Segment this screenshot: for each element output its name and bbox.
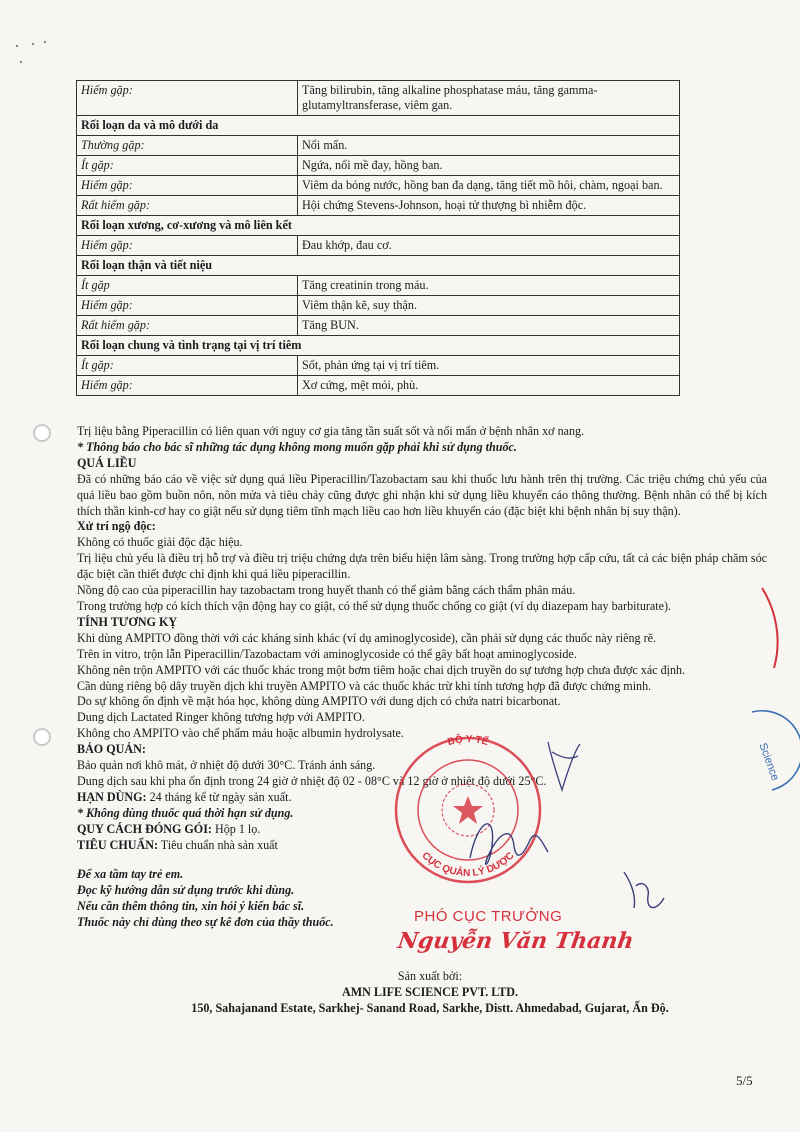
official-round-stamp <box>396 732 540 882</box>
section-title: Rối loạn chung và tình trạng tại vị trí tiêm <box>77 336 680 356</box>
treatment-line: Trong trường hợp có kích thích vận động hay co giật, có thể sử dụng thuốc chống co giật (ví dụ diazepam hay barbiturate). <box>77 598 672 613</box>
compat-line: Không nên trộn AMPITO với các thuốc khác trong một bơm tiêm hoặc chai dịch truyền do sự tương hợp chưa được xác định. <box>77 662 686 677</box>
stamp-top-text: BỘ Y TẾ <box>446 733 490 749</box>
frequency-cell: Rất hiếm gặp: <box>77 316 298 336</box>
advisory-line: Đọc kỹ hướng dẫn sử dụng trước khi dùng. <box>77 883 295 898</box>
frequency-cell: Hiếm gặp: <box>77 236 298 256</box>
advisory-line: Nếu cần thêm thông tin, xin hỏi ý kiến bác sĩ. <box>77 899 305 914</box>
compat-line: Do sự không ổn định về mặt hóa học, không dùng AMPITO với dung dịch có chứa natri bicarbonat. <box>77 694 561 709</box>
frequency-cell: Ít gặp: <box>77 356 298 376</box>
standard-text: Tiêu chuẩn nhà sản xuất <box>160 837 278 852</box>
compat-line: Cần dùng riêng bộ dây truyền dịch khi truyền AMPITO và các thuốc khác trừ khi tính tương hợp đã được chứng minh. <box>77 678 652 693</box>
section-title: Rối loạn xương, cơ-xương và mô liên kết <box>77 216 680 236</box>
handwritten-check-mark <box>548 742 580 790</box>
manufacturer-name: AMN LIFE SCIENCE PVT. LTD. <box>341 985 519 999</box>
shelf-heading: HẠN DÙNG: <box>77 789 147 804</box>
compat-line: Trên in vitro, trộn lẫn Piperacillin/Tazobactam với aminoglycoside có thể gây bất hoạt aminoglycoside. <box>77 646 577 661</box>
effect-cell: Xơ cứng, mệt mỏi, phù. <box>298 376 680 396</box>
effect-cell: Tăng bilirubin, tăng alkaline phosphatase máu, tăng gamma-glutamyltransferase, viêm gan. <box>298 81 680 116</box>
effect-cell: Ngứa, nổi mề đay, hồng ban. <box>298 156 680 176</box>
treatment-line: Trị liệu chủ yếu là điều trị hỗ trợ và điều trị triệu chứng dựa trên biểu hiện lâm sàng. Trong trường hợp cấp cứu, tất cả các biện pháp chăm sóc đặc biệt cần thiết được chỉ định khi quá liều piperacillin. <box>77 551 767 582</box>
overdose-text: Đã có những báo cáo về việc sử dụng quá liều Piperacillin/Tazobactam sau khi thuốc lưu hành trên thị trường. Các triệu chứng chủ yếu của quá liều bao gồm buồn nôn, nôn mửa và tiêu chảy cũng được ghi nhận khi sử dụng liều khuyến cáo thông thường. Bệnh nhân có thể bị kích thích thần kinh-cơ hay co giật nếu sử dụng tiêm tĩnh mạch liều cao hơn liều khuyến cáo (đặc biệt khi bệnh nhân bị suy thận). <box>77 471 767 518</box>
standard-heading: TIÊU CHUẨN: <box>77 837 158 852</box>
compat-line: Không cho AMPITO vào chế phẩm máu hoặc albumin hydrolysate. <box>77 726 404 741</box>
treatment-heading: Xử trí ngộ độc: <box>77 519 156 534</box>
storage-heading: BẢO QUẢN: <box>77 742 146 757</box>
effect-cell: Tăng creatinin trong máu. <box>298 276 680 296</box>
expiry-warning: * Không dùng thuốc quá thời hạn sử dụng. <box>77 805 294 820</box>
official-signature-name: Nguyễn Văn Thanh <box>396 928 636 954</box>
manufacturer-address: 150, Sahajanand Estate, Sarkhej- Sanand Road, Sarkhe, Distt. Ahmedabad, Gujarat, Ấn Độ. <box>191 1001 669 1015</box>
pack-text: Hộp 1 lọ. <box>214 821 261 836</box>
side-stamp-text: Science <box>756 741 782 783</box>
pack-heading: QUY CÁCH ĐÓNG GÓI: <box>77 821 212 836</box>
frequency-cell: Hiếm gặp: <box>77 376 298 396</box>
compat-line: Dung dịch Lactated Ringer không tương hợp với AMPITO. <box>77 710 365 725</box>
frequency-cell: Hiếm gặp: <box>77 81 298 116</box>
effect-cell: Viêm thận kẽ, suy thận. <box>298 296 680 316</box>
stamp-emblem-icon <box>442 784 494 836</box>
red-edge-mark <box>762 588 778 668</box>
storage-line: Dung dịch sau khi pha ổn định trong 24 giờ ở nhiệt độ 02 - 08°C và 12 giờ ở nhiệt độ dưới 25°C. <box>77 773 547 788</box>
effect-cell: Sốt, phản ứng tại vị trí tiêm. <box>298 356 680 376</box>
effect-cell: Đau khớp, đau cơ. <box>298 236 680 256</box>
advisory-line: Để xa tầm tay trẻ em. <box>77 867 184 882</box>
frequency-cell: Hiếm gặp: <box>77 296 298 316</box>
section-title: Rối loạn thận và tiết niệu <box>77 256 680 276</box>
report-note: * Thông báo cho bác sĩ những tác dụng không mong muốn gặp phải khi sử dụng thuốc. <box>77 439 517 454</box>
storage-line: Bảo quản nơi khô mát, ở nhiệt độ dưới 30°C. Tránh ánh sáng. <box>77 758 376 773</box>
frequency-cell: Rất hiếm gặp: <box>77 196 298 216</box>
compat-heading: TÍNH TƯƠNG KỴ <box>77 614 178 629</box>
handwritten-initials <box>624 872 664 908</box>
manufacturer-label: Sản xuất bởi: <box>397 969 463 983</box>
side-partial-stamp <box>752 711 800 790</box>
effect-cell: Tăng BUN. <box>298 316 680 336</box>
page-number: 5/5 <box>736 1073 753 1088</box>
effect-cell: Hội chứng Stevens-Johnson, hoại tử thượng bì nhiễm độc. <box>298 196 680 216</box>
shelf-text: 24 tháng kể từ ngày sản xuất. <box>149 789 292 804</box>
frequency-cell: Hiếm gặp: <box>77 176 298 196</box>
scan-specks <box>16 42 46 62</box>
frequency-cell: Ít gặp <box>77 276 298 296</box>
advisory-line: Thuốc này chỉ dùng theo sự kê đơn của thầy thuốc. <box>77 915 334 930</box>
treatment-line: Không có thuốc giải độc đặc hiệu. <box>77 535 243 550</box>
effect-cell: Nổi mẩn. <box>298 136 680 156</box>
frequency-cell: Thường gặp: <box>77 136 298 156</box>
overdose-heading: QUÁ LIỀU <box>77 455 137 470</box>
stamp-bottom-text: CỤC QUẢN LÝ DƯỢC <box>419 850 517 880</box>
effect-cell: Viêm da bóng nước, hồng ban đa dạng, tăng tiết mồ hôi, chàm, ngoại ban. <box>298 176 680 196</box>
frequency-cell: Ít gặp: <box>77 156 298 176</box>
official-title: PHÓ CỤC TRƯỞNG <box>414 908 563 925</box>
compat-line: Khi dùng AMPITO đồng thời với các kháng sinh khác (ví dụ aminoglycoside), cần phải sử dụng các thuốc này riêng rẽ. <box>77 630 657 645</box>
treatment-line: Nồng độ cao của piperacillin hay tazobactam trong huyết thanh có thể giảm bằng cách thẩm phân máu. <box>77 583 576 598</box>
cf-note: Trị liệu bằng Piperacillin có liên quan với nguy cơ gia tăng tần suất sốt và nổi mẩn ở bệnh nhân xơ nang. <box>77 424 585 438</box>
section-title: Rối loạn da và mô dưới da <box>77 116 680 136</box>
